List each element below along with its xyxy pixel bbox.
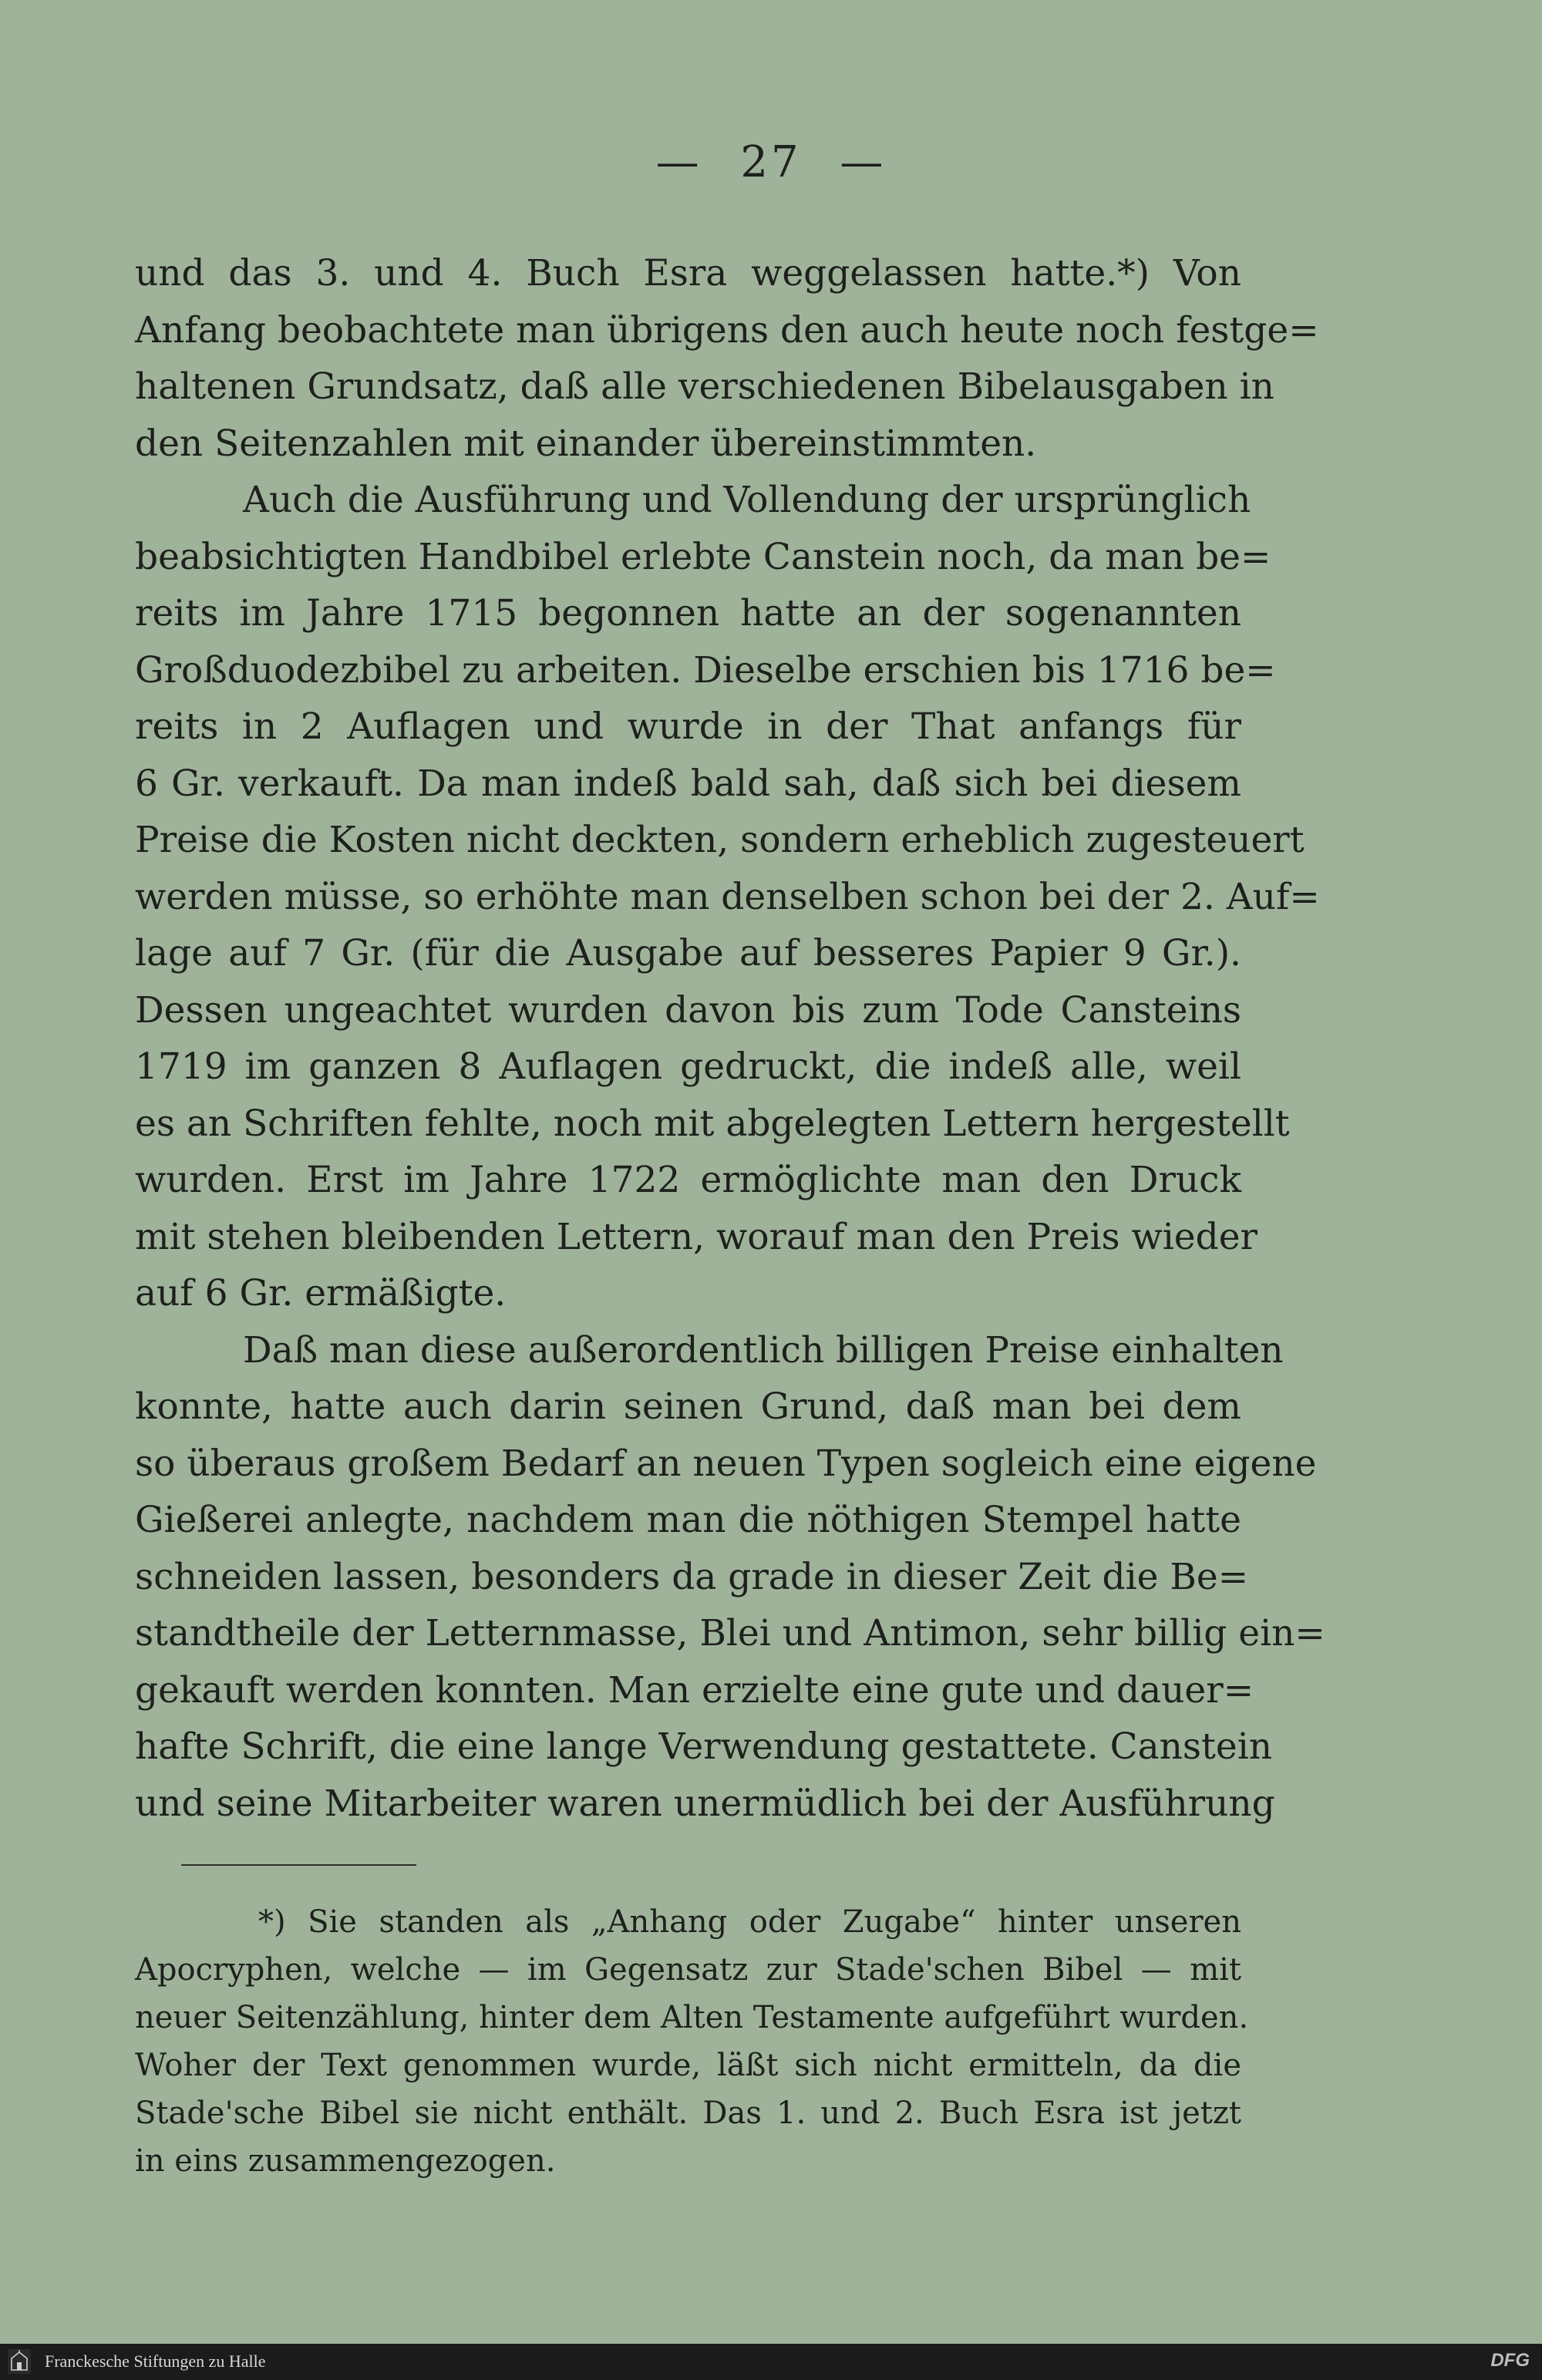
paragraph-2 (135, 472, 1320, 1322)
text-line: reits in 2 Auflagen und wurde in der That anfangs für (135, 705, 1241, 748)
text-line: schneiden lassen, besonders da grade in dieser Zeit die Be= (135, 1555, 1249, 1598)
text-line: reits im Jahre 1715 begonnen hatte an der sogenannten (135, 592, 1241, 635)
text-line: 1719 im ganzen 8 Auflagen gedruckt, die indeß alle, weil (135, 1045, 1241, 1088)
text-line: hafte Schrift, die eine lange Verwendung gestattete. Canstein (135, 1725, 1273, 1768)
text-line: auf 6 Gr. ermäßigte. (135, 1272, 507, 1315)
text-line: Anfang beobachtete man übrigens den auch heute noch festge= (135, 308, 1319, 352)
text-line: standtheile der Letternmasse, Blei und Antimon, sehr billig ein= (135, 1612, 1325, 1655)
text-line: werden müsse, so erhöhte man denselben schon bei der 2. Auf= (135, 875, 1320, 918)
footnote-divider (181, 1864, 416, 1866)
institution-name[interactable]: Franckesche Stiftungen zu Halle (45, 2351, 266, 2371)
text-line: so überaus großem Bedarf an neuen Typen sogleich eine eigene (135, 1442, 1317, 1485)
text-line: 6 Gr. verkauft. Da man indeß bald sah, daß sich bei diesem (135, 762, 1241, 805)
text-line: und seine Mitarbeiter waren unermüdlich bei der Ausführung (135, 1782, 1275, 1825)
footnote-line: Woher der Text genommen wurde, läßt sich nicht ermitteln, da die (135, 2048, 1241, 2083)
footnote-line: *) Sie standen als „Anhang oder Zugabe“ hinter unseren (258, 1904, 1241, 1940)
text-line: gekauft werden konnten. Man erzielte eine gute und dauer= (135, 1668, 1254, 1712)
footnote-line: Stade'sche Bibel sie nicht enthält. Das 1. und 2. Buch Esra ist jetzt (135, 2096, 1241, 2131)
text-line: beabsichtigten Handbibel erlebte Canstein noch, da man be= (135, 535, 1271, 578)
text-line: haltenen Grundsatz, daß alle verschiedenen Bibelausgaben in (135, 365, 1274, 408)
text-line: Gießerei anlegte, nachdem man die nöthigen Stempel hatte (135, 1499, 1241, 1541)
text-line: es an Schriften fehlte, noch mit abgelegten Lettern hergestellt (135, 1102, 1290, 1145)
text-line: und das 3. und 4. Buch Esra weggelassen hatte.*) Von (135, 252, 1241, 295)
text-line: mit stehen bleibenden Lettern, worauf man den Preis wieder (135, 1215, 1258, 1258)
text-line: Auch die Ausführung und Vollendung der ursprünglich (243, 479, 1251, 521)
page-number: — 27 — (655, 137, 887, 187)
text-line: lage auf 7 Gr. (für die Ausgabe auf besseres Papier 9 Gr.). (135, 932, 1241, 975)
footnote-line: neuer Seitenzählung, hinter dem Alten Testamente aufgeführt wurden. (135, 2000, 1249, 2035)
footnote (135, 1898, 1249, 2185)
footnote-line: Apocryphen, welche — im Gegensatz zur Stade'schen Bibel — mit (135, 1952, 1241, 1988)
main-text (135, 245, 1325, 1832)
institution-logo-icon (8, 2349, 31, 2374)
dfg-logo[interactable]: DFG (1490, 2350, 1530, 2371)
text-line: Daß man diese außerordentlich billigen Preise einhalten (243, 1328, 1284, 1372)
text-line: Großduodezbibel zu arbeiten. Dieselbe erschien bis 1716 be= (135, 648, 1276, 692)
text-line: den Seitenzahlen mit einander übereinstimmten. (135, 422, 1037, 465)
paragraph-1 (135, 245, 1319, 472)
paragraph-3 (135, 1322, 1325, 1833)
text-line: Preise die Kosten nicht deckten, sondern erheblich zugesteuert (135, 819, 1305, 861)
text-line: Dessen ungeachtet wurden davon bis zum Tode Cansteins (135, 988, 1241, 1032)
text-line: wurden. Erst im Jahre 1722 ermöglichte man den Druck (135, 1159, 1241, 1201)
text-line: konnte, hatte auch darin seinen Grund, daß man bei dem (135, 1385, 1241, 1428)
footnote-line: in eins zusammengezogen. (135, 2143, 556, 2179)
viewer-footer (0, 2344, 1542, 2380)
